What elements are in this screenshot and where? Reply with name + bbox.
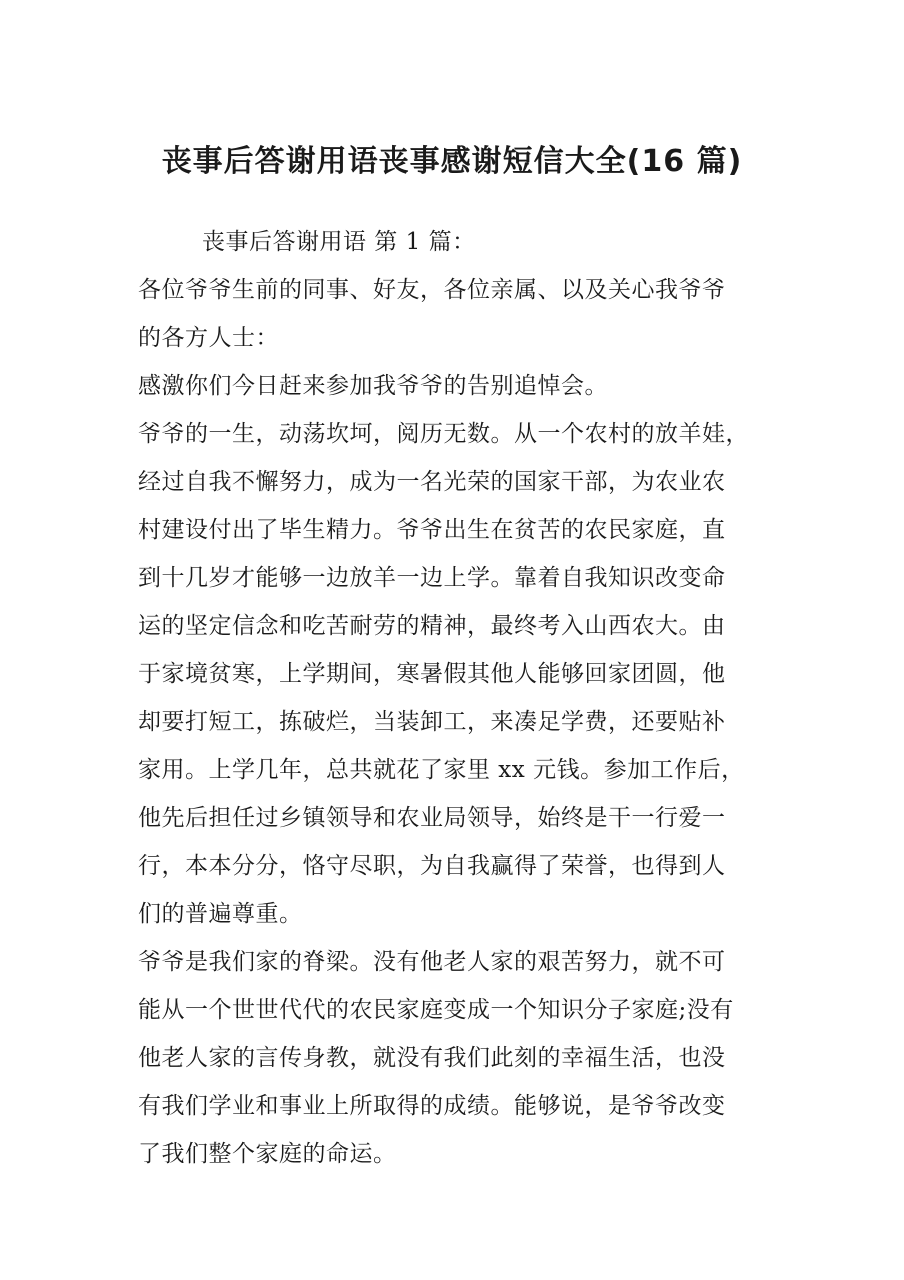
text-line: 却要打短工，拣破烂，当装卸工，来凑足学费，还要贴补 <box>138 709 726 735</box>
text-line: 经过自我不懈努力，成为一名光荣的国家干部，为农业农 <box>138 469 726 495</box>
text-line: 到十几岁才能够一边放羊一边上学。靠着自我知识改变命 <box>138 565 726 591</box>
text-line: 行，本本分分，恪守尽职，为自我赢得了荣誉，也得到人 <box>138 853 726 879</box>
text-line: 他老人家的言传身教，就没有我们此刻的幸福生活，也没 <box>138 1045 726 1071</box>
text-line: 运的坚定信念和吃苦耐劳的精神，最终考入山西农大。由 <box>138 613 726 639</box>
text-line: 爷爷的一生，动荡坎坷，阅历无数。从一个农村的放羊娃， <box>138 421 749 447</box>
text-line: 于家境贫寒，上学期间，寒暑假其他人能够回家团圆，他 <box>138 661 726 687</box>
text-line: 他先后担任过乡镇领导和农业局领导，始终是干一行爱一 <box>138 805 726 831</box>
text-line: 村建设付出了毕生精力。爷爷出生在贫苦的农民家庭，直 <box>138 517 726 543</box>
text-line: 有我们学业和事业上所取得的成绩。能够说，是爷爷改变 <box>138 1093 726 1119</box>
document-title: 丧事后答谢用语丧事感谢短信大全(16 篇) <box>161 144 743 179</box>
document-body <box>138 218 758 1178</box>
text-line: 感激你们今日赶来参加我爷爷的告别追悼会。 <box>138 373 608 399</box>
text-line: 家用。上学几年，总共就花了家里 xx 元钱。参加工作后， <box>138 757 745 783</box>
text-line: 各位爷爷生前的同事、好友，各位亲属、以及关心我爷爷 <box>138 277 726 303</box>
text-line: 爷爷是我们家的脊梁。没有他老人家的艰苦努力，就不可 <box>138 949 726 975</box>
section-heading: 丧事后答谢用语 第 1 篇： <box>202 229 476 255</box>
text-line: 们的普遍尊重。 <box>138 901 303 927</box>
text-line: 了我们整个家庭的命运。 <box>138 1141 397 1167</box>
text-line: 的各方人士： <box>138 325 279 351</box>
text-line: 能从一个世世代代的农民家庭变成一个知识分子家庭;没有 <box>138 997 734 1023</box>
